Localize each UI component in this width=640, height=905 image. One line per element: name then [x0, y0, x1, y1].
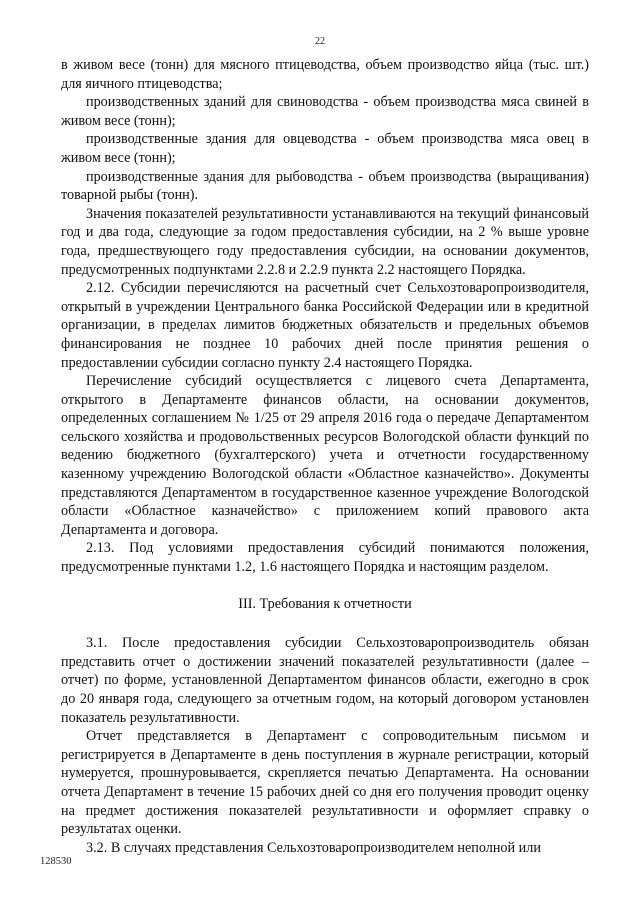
section-heading: III. Требования к отчетности: [238, 595, 412, 612]
document-body: [61, 56, 589, 857]
paragraph: производственные здания для рыбоводства - объем производства (выращивания) товарной рыбы (тонн).: [61, 168, 589, 204]
bottom-paragraphs: [61, 634, 589, 857]
paragraph: 3.1. После предоставления субсидии Сельхозтоваропроизводитель обязан представить отчет о достижении значений показателей результативности (далее – отчет) по форме, установленной Департаментом финансов области, ежегодно в срок до 20 января года, следующего за отчетным годом, на который договором установлен показатель результативности.: [61, 635, 589, 726]
paragraph: в живом весе (тонн) для мясного птицеводства, объем производство яйца (тыс. шт.) для яичного птицеводства;: [61, 57, 589, 92]
paragraph: 2.13. Под условиями предоставления субсидий понимаются положения, предусмотренные пунктами 1.2, 1.6 настоящего Порядка и настоящим разделом.: [61, 540, 589, 576]
paragraph: Перечисление субсидий осуществляется с лицевого счета Департамента, открытого в Департаменте финансов области, на основании документов, определенных соглашением № 1/25 от 29 апреля 2016 года о передаче Департаментом сельского хозяйства и продовольственных ресурсов Вологодской области функций по ведению бюджетного (бухгалтерского) учета и отчетности государственному казенному учреждению Вологодской области «Областное казначейство». Документы представляются Департаментом в государственное казенное учреждение Вологодской области «Областное казначейство» с приложением копий правового акта Департамента и договора.: [61, 373, 589, 538]
page-number: 22: [315, 36, 325, 47]
paragraph: Отчет представляется в Департамент с сопроводительным письмом и регистрируется в Департаменте в день поступления в журнале регистрации, который нумеруется, прошнуровывается, скрепляется печатью Департамента. На основании отчета Департамент в течение 15 рабочих дней со дня его получения проводит оценку на предмет достижения показателей результативности и оформляет справку о результатах оценки.: [61, 728, 589, 838]
top-paragraphs: [61, 56, 589, 577]
paragraph: производственные здания для овцеводства - объем производства мяса овец в живом весе (тонн);: [61, 131, 589, 166]
paragraph: производственных зданий для свиноводства - объем производства мяса свиней в живом весе (тонн);: [61, 94, 589, 129]
footer-document-code: 128530: [40, 856, 72, 867]
paragraph: 2.12. Субсидии перечисляются на расчетный счет Сельхозтоваропроизводителя, открытый в учреждении Центрального банка Российской Федерации или в кредитной организации, в пределах лимитов бюджетных обязательств и предельных объемов финансирования не позднее 10 рабочих дней после принятия решения о предоставлении субсидии согласно пункту 2.4 настоящего Порядка.: [61, 280, 589, 371]
paragraph: Значения показателей результативности устанавливаются на текущий финансовый год и два года, следующие за годом предоставления субсидии, на 2 % выше уровне года, предшествующего году предоставления субсидии, на основании документов, предусмотренных подпунктами 2.2.8 и 2.2.9 пункта 2.2 настоящего Порядка.: [61, 205, 589, 278]
paragraph: 3.2. В случаях представления Сельхозтоваропроизводителем неполной или: [86, 839, 541, 856]
